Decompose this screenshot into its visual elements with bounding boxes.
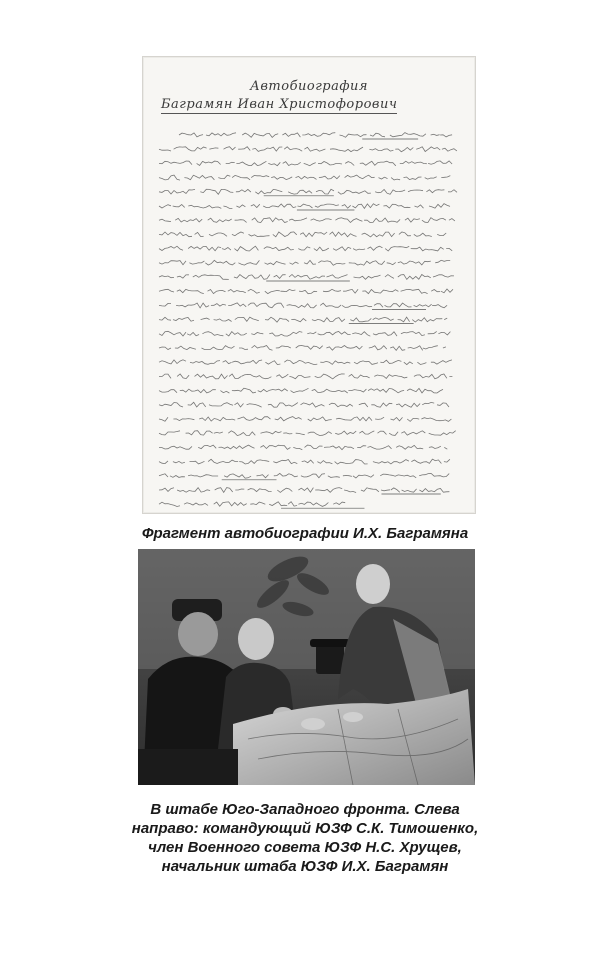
handwriting-line — [159, 161, 452, 166]
handwriting-line — [159, 218, 455, 223]
handwriting-lines — [143, 57, 475, 513]
photo-caption-line-1: В штабе Юго-Западного фронта. Слева — [150, 801, 460, 818]
handwriting-line — [159, 417, 451, 422]
manuscript-caption: Фрагмент автобиографии И.Х. Баграмяна — [141, 525, 469, 542]
handwriting-line — [159, 459, 450, 464]
handwriting-line — [159, 402, 449, 407]
manuscript-name: Баграмян Иван Христофорович — [161, 97, 398, 112]
manuscript-image — [142, 56, 476, 514]
handwriting-line — [159, 175, 450, 180]
handwriting-line — [159, 445, 447, 450]
handwriting-line — [159, 488, 449, 493]
photo-illustration — [138, 549, 475, 785]
photo-caption — [0, 800, 610, 876]
handwriting-line — [159, 289, 453, 294]
handwriting-line — [159, 189, 457, 194]
handwriting-line — [159, 260, 450, 265]
photo-caption-line-4: начальник штаба ЮЗФ И.Х. Баграмян — [161, 858, 449, 875]
handwriting-line — [159, 360, 452, 365]
handwriting-line — [159, 388, 443, 393]
handwriting-line — [159, 246, 452, 251]
handwriting-line — [159, 147, 457, 152]
handwriting-line — [159, 232, 446, 237]
handwriting-line — [159, 317, 447, 322]
handwriting-line — [159, 275, 454, 280]
handwriting-line — [159, 303, 447, 308]
handwriting-line — [159, 346, 446, 351]
handwriting-line — [159, 204, 450, 209]
handwriting-line — [159, 374, 452, 379]
manuscript-title: Автобиография — [250, 79, 368, 94]
photo-caption-line-2: направо: командующий ЮЗФ С.К. Тимошенко, — [131, 820, 479, 837]
handwriting-line — [159, 473, 449, 478]
handwriting-line — [159, 331, 450, 336]
photo-caption-line-3: член Военного совета ЮЗФ Н.С. Хрущев, — [148, 839, 462, 856]
handwriting-line — [179, 133, 452, 138]
handwriting-line — [159, 502, 345, 507]
handwriting-line — [159, 431, 456, 436]
headquarters-photo — [138, 549, 475, 785]
